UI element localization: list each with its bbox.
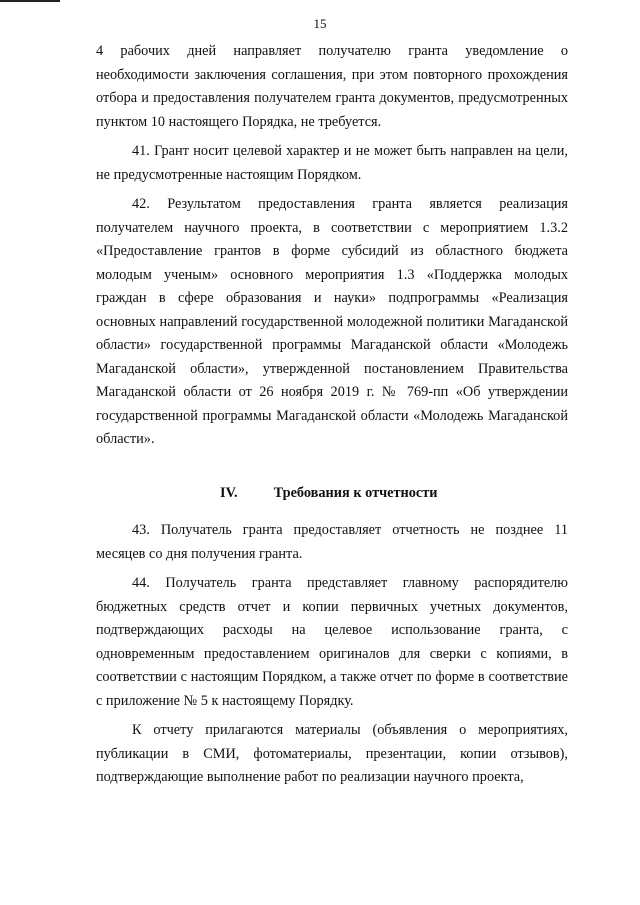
section-title: Требования к отчетности (273, 484, 438, 501)
top-scan-line (0, 0, 60, 2)
paragraph-44: 44. Получатель гранта представляет главному распорядителю бюджетных средств отчет и копии первичных учетных документов, подтверждающих расходы на целевое использование гранта, с одновременным предоставлением оригиналов для сверки с копиями, в соответствии с настоящим Порядком, а также отчет по форме в соответствие с приложение № 5 к настоящему Порядку. (96, 575, 568, 709)
paragraph-42: 42. Результатом предоставления гранта является реализация получателем научного проекта, в соответствии с мероприятием 1.3.2 «Предоставление грантов в форме субсидий из областного бюджета молодым ученым» основного мероприятия 1.3 «Поддержка молодых граждан в сфере образования и науки» подпрограммы «Реализация основных направлений государственной молодежной политики Магаданской области» государственной программы Магаданской области «Молодежь Магаданской области», утвержденной постановлением Правительства Магаданской области от 26 ноября 2019 г. № 769-пп «Об утверждении государственной программы Магаданской области «Молодежь Магаданской области». (96, 196, 568, 447)
section-heading (96, 482, 568, 506)
paragraph-continuation: 4 рабочих дней направляет получателю гранта уведомление о необходимости заключения соглашения, при этом повторного прохождения отбора и предоставления получателем гранта документов, предусмотренных пунктом 10 настоящего Порядка, не требуется. (96, 43, 568, 130)
paragraph-43: 43. Получатель гранта предоставляет отчетность не позднее 11 месяцев со дня получения гранта. (96, 522, 568, 562)
paragraph-attachments: К отчету прилагаются материалы (объявления о мероприятиях, публикации в СМИ, фотоматериалы, презентации, копии отзывов), подтверждающие выполнение работ по реализации научного проекта, (96, 722, 568, 785)
document-body (96, 40, 568, 790)
page-number: 15 (313, 16, 327, 31)
paragraph-41: 41. Грант носит целевой характер и не может быть направлен на цели, не предусмотренные настоящим Порядком. (96, 143, 568, 183)
section-number: IV. (220, 484, 238, 501)
